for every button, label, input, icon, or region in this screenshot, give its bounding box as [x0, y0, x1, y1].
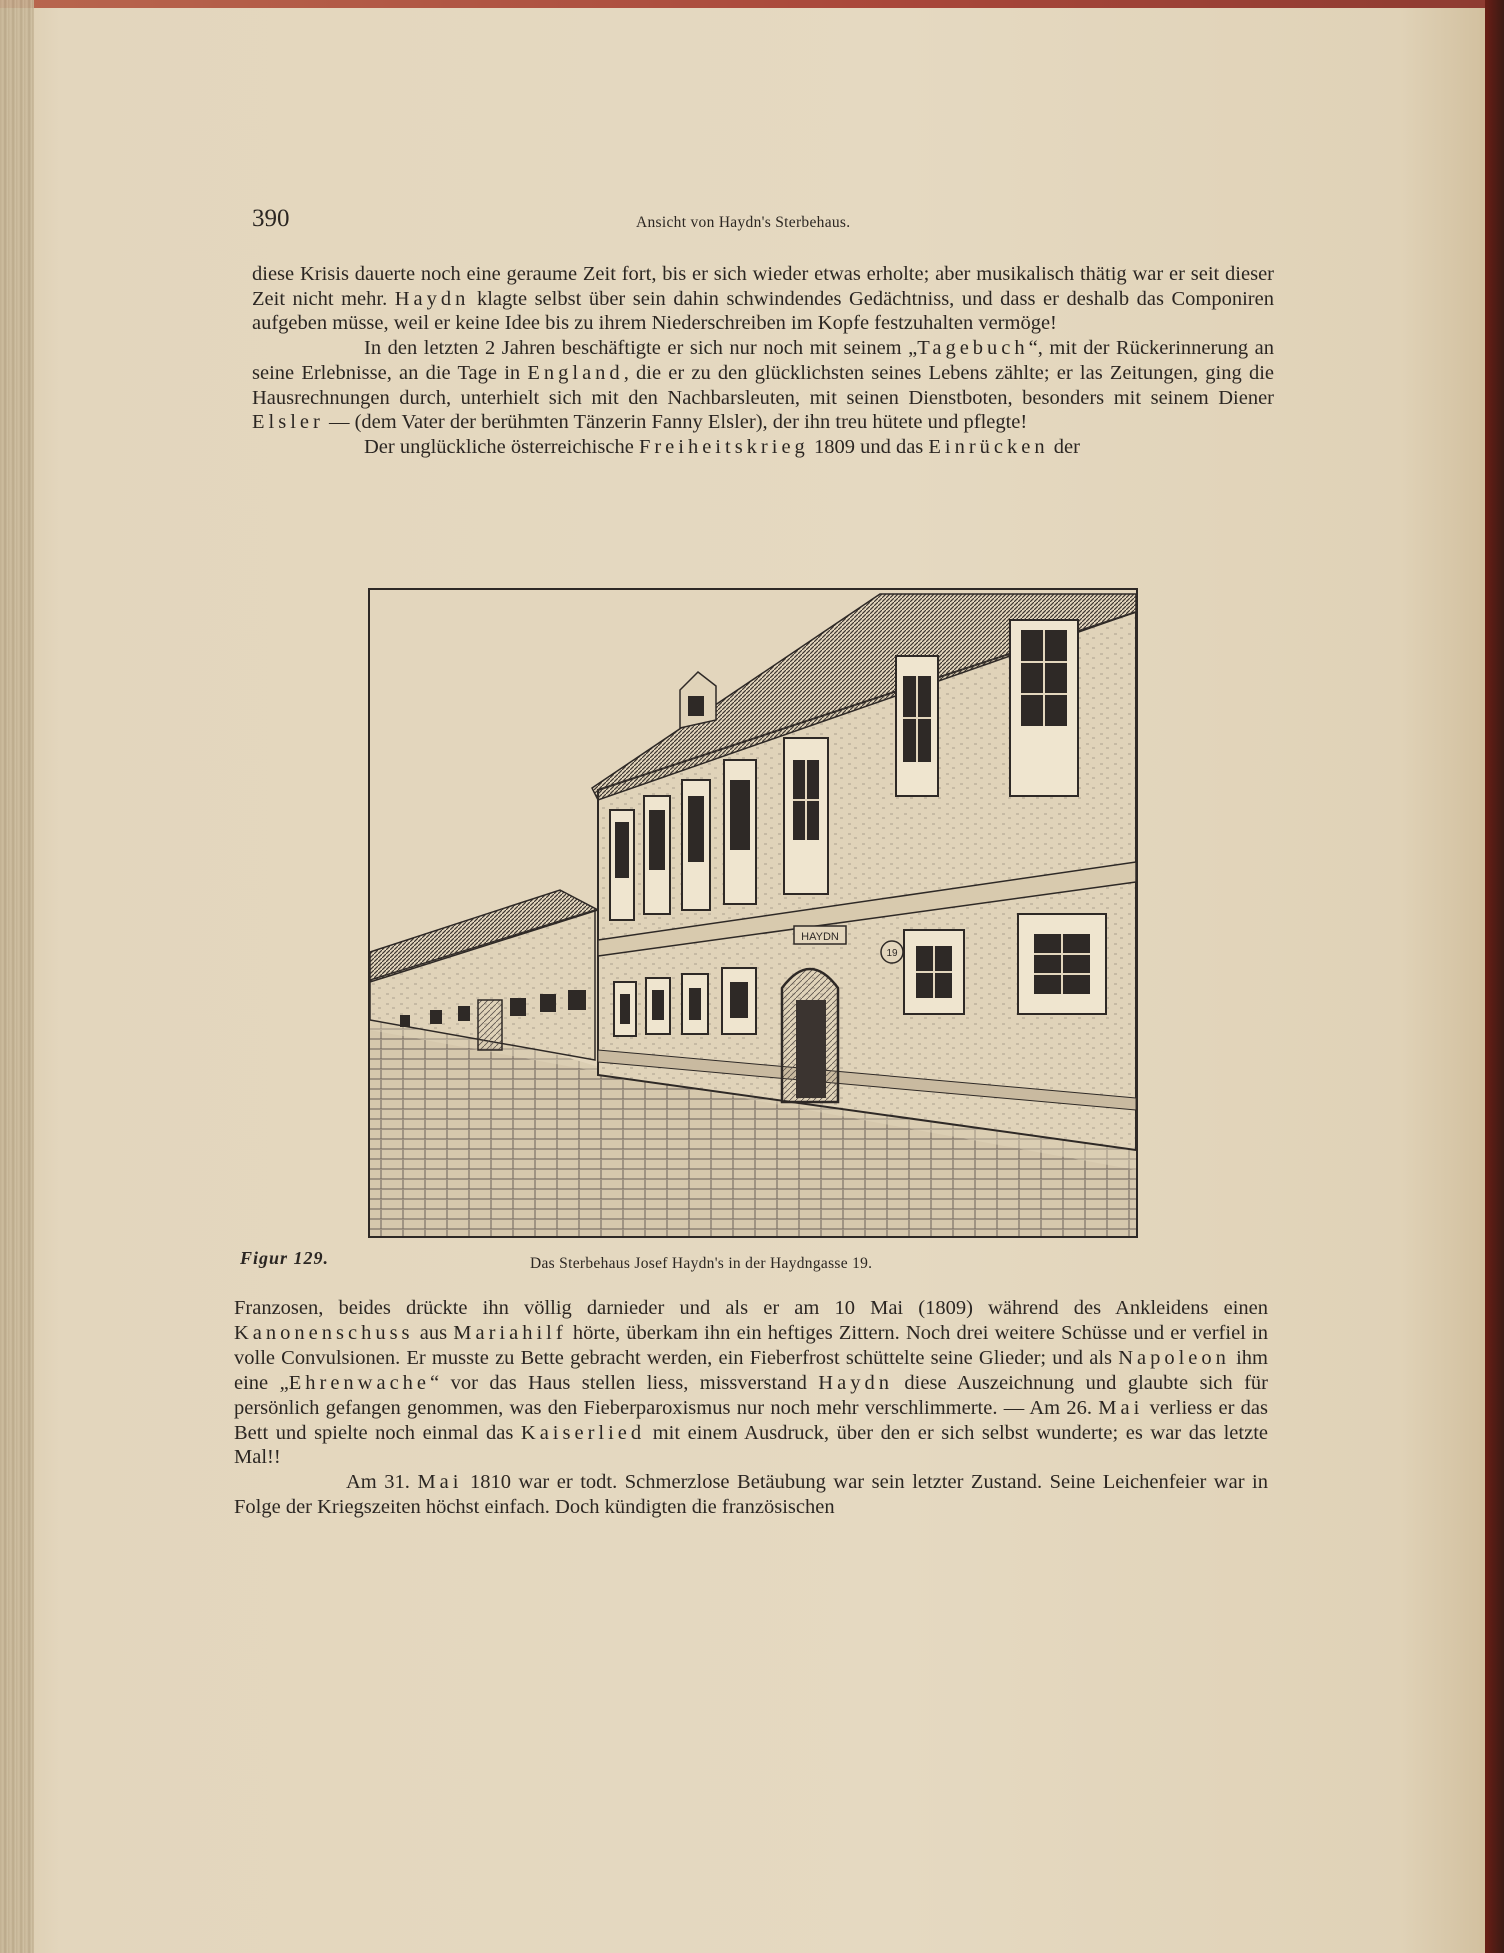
- spaced-word: Mai: [1098, 1396, 1144, 1419]
- spaced-word: Kaiserlied: [520, 1421, 646, 1444]
- spaced-word: Kanonenschuss: [234, 1321, 414, 1344]
- spaced-word: Napoleon: [1118, 1346, 1230, 1369]
- spaced-word: Mai: [417, 1471, 463, 1494]
- sign-text: HAYDN: [801, 931, 839, 943]
- spaced-word: Tagebuch: [917, 337, 1029, 360]
- spaced-word: Haydn: [394, 287, 470, 310]
- page-number: 390: [252, 205, 290, 232]
- spaced-word: Ehrenwache: [288, 1371, 431, 1394]
- spaced-word: England: [527, 361, 624, 384]
- haydn-house-engraving: [370, 590, 1136, 1236]
- running-head: Ansicht von Haydn's Sterbehaus.: [636, 214, 851, 231]
- figure-label: Figur 129.: [240, 1248, 330, 1268]
- spaced-word: Freiheitskrieg: [638, 435, 809, 458]
- paragraph: Der unglückliche österreichische Freiheitskrieg 1809 und das Einrücken der: [364, 435, 1080, 458]
- paragraph: Am 31. Mai 1810 war er todt. Schmerzlose Betäubung war sein letzter Zustand. Seine Leichenfeier war in Folge der Kriegszeiten höchst einfach. Doch kündigten die französischen: [234, 1471, 1268, 1519]
- page-header: [252, 205, 1282, 235]
- binding-edge-top: [0, 0, 1485, 8]
- text-block-bottom: [234, 1296, 1268, 1520]
- paragraph: diese Krisis dauerte noch eine geraume Zeit fort, bis er sich wieder etwas erholte; aber musikalisch thätig war er seit dieser Zeit nicht mehr. Haydn klagte selbst über sein dahin schwindendes Gedächtniss, und dass er deshalb das Componiren aufgeben müsse, weil er keine Idee bis zu ihrem Niederschreiben im Kopfe festzuhalten vermöge!: [252, 263, 1274, 335]
- spaced-word: Mariahilf: [453, 1321, 567, 1344]
- spaced-word: Einrücken: [928, 435, 1049, 458]
- figure-caption: Das Sterbehaus Josef Haydn's in der Haydngasse 19.: [530, 1255, 873, 1272]
- paragraph: Franzosen, beides drückte ihn völlig darnieder und als er am 10 Mai (1809) während des Ankleidens einen Kanonenschuss aus Mariahilf hörte, überkam ihn ein heftiges Zittern. Noch drei weitere Schüsse und er verfiel in volle Convulsionen. Er musste zu Bette gebracht werden, ein Fieberfrost schüttelte seine Glieder; und als Napoleon ihm eine „Ehrenwache“ vor das Haus stellen liess, missverstand Haydn diese Auszeichnung und glaubte sich für persönlich gefangen genommen, was den Fieberparoxismus nur noch mehr verschlimmerte. — Am 26. Mai verliess er das Bett und spielte noch einmal das Kaiserlied mit einem Ausdruck, über den er sich selbst wunderte; es war das letzte Mal!!: [234, 1297, 1269, 1469]
- text-block-top: [252, 262, 1274, 460]
- book-edge-right: [1485, 0, 1504, 1953]
- spaced-word: Elsler: [252, 411, 324, 434]
- page-stack-left: [0, 0, 34, 1953]
- figure-illustration: [368, 588, 1138, 1238]
- house-number: 19: [886, 948, 898, 959]
- spaced-word: Haydn: [818, 1371, 893, 1394]
- paragraph: In den letzten 2 Jahren beschäftigte er sich nur noch mit seinem „Tagebuch“, mit der Rückerinnerung an seine Erlebnisse, an die Tage in England, die er zu den glücklichsten seines Lebens zählte; er las Zeitungen, ging die Hausrechnungen durch, unterhielt sich mit den Nachbarsleuten, mit seinen Dienstboten, besonders mit seinem Diener Elsler — (dem Vater der berühmten Tänzerin Fanny Elsler), der ihn treu hütete und pflegte!: [252, 337, 1274, 434]
